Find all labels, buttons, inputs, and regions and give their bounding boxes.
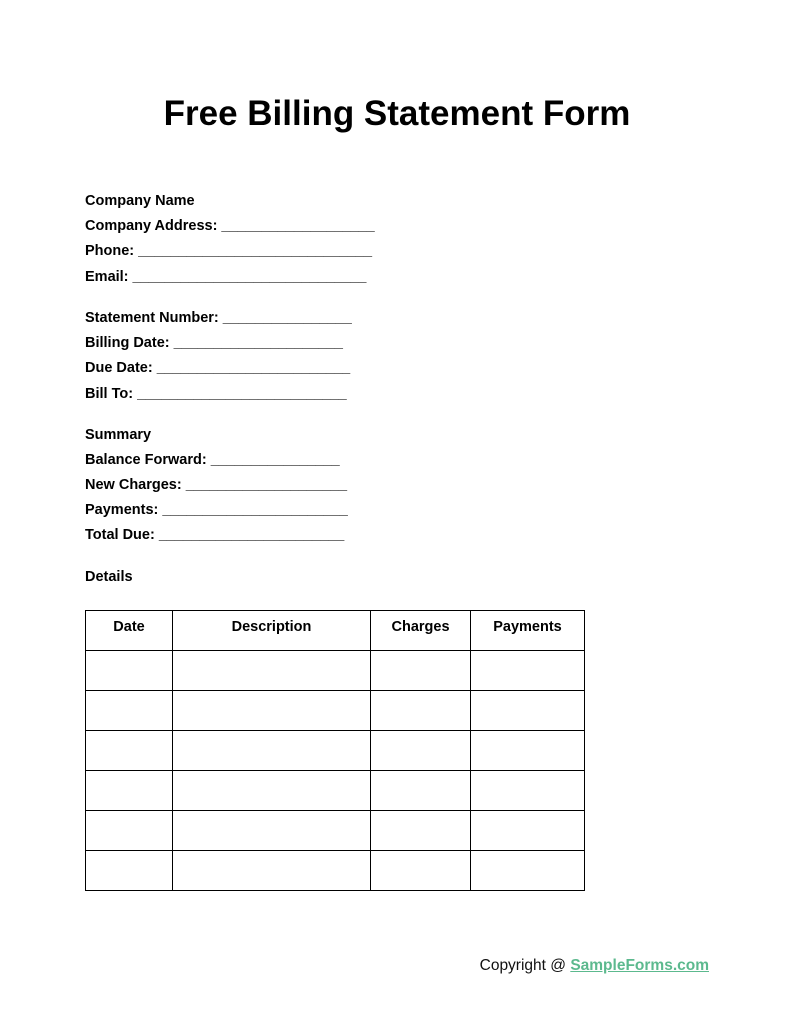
billing-date-field[interactable]: Billing Date: _____________________ bbox=[85, 335, 343, 351]
column-header-date: Date bbox=[86, 611, 173, 651]
summary-heading: Summary bbox=[85, 427, 152, 443]
company-address-field[interactable]: Company Address: ___________________ bbox=[85, 218, 375, 234]
description-cell[interactable] bbox=[173, 731, 371, 771]
statement-number-field[interactable]: Statement Number: ________________ bbox=[85, 310, 352, 326]
payments-field[interactable]: Payments: _______________________ bbox=[85, 502, 348, 518]
table-row bbox=[86, 731, 585, 771]
table-row bbox=[86, 691, 585, 731]
email-field[interactable]: Email: _____________________________ bbox=[85, 269, 367, 285]
page-title: Free Billing Statement Form bbox=[163, 94, 631, 133]
table-row bbox=[86, 851, 585, 891]
payments-cell[interactable] bbox=[471, 811, 585, 851]
details-table bbox=[85, 610, 585, 891]
date-cell[interactable] bbox=[86, 651, 173, 691]
payments-cell[interactable] bbox=[471, 771, 585, 811]
column-header-description: Description bbox=[173, 611, 371, 651]
new-charges-field[interactable]: New Charges: ____________________ bbox=[85, 477, 348, 493]
table-row bbox=[86, 651, 585, 691]
table-row bbox=[86, 811, 585, 851]
description-cell[interactable] bbox=[173, 651, 371, 691]
balance-forward-field[interactable]: Balance Forward: ________________ bbox=[85, 452, 340, 468]
payments-cell[interactable] bbox=[471, 651, 585, 691]
payments-cell[interactable] bbox=[471, 731, 585, 771]
payments-cell[interactable] bbox=[471, 691, 585, 731]
details-heading: Details bbox=[85, 569, 133, 585]
charges-cell[interactable] bbox=[371, 731, 471, 771]
payments-cell[interactable] bbox=[471, 851, 585, 891]
phone-field[interactable]: Phone: _____________________________ bbox=[85, 243, 373, 259]
description-cell[interactable] bbox=[173, 691, 371, 731]
charges-cell[interactable] bbox=[371, 691, 471, 731]
copyright-footer bbox=[480, 957, 709, 975]
charges-cell[interactable] bbox=[371, 851, 471, 891]
table-row bbox=[86, 771, 585, 811]
description-cell[interactable] bbox=[173, 811, 371, 851]
charges-cell[interactable] bbox=[371, 651, 471, 691]
due-date-field[interactable]: Due Date: ________________________ bbox=[85, 360, 351, 376]
date-cell[interactable] bbox=[86, 691, 173, 731]
date-cell[interactable] bbox=[86, 731, 173, 771]
charges-cell[interactable] bbox=[371, 771, 471, 811]
total-due-field[interactable]: Total Due: _______________________ bbox=[85, 527, 345, 543]
table-header-row bbox=[86, 611, 585, 651]
charges-cell[interactable] bbox=[371, 811, 471, 851]
description-cell[interactable] bbox=[173, 771, 371, 811]
date-cell[interactable] bbox=[86, 771, 173, 811]
date-cell[interactable] bbox=[86, 851, 173, 891]
column-header-charges: Charges bbox=[371, 611, 471, 651]
description-cell[interactable] bbox=[173, 851, 371, 891]
company-name-label: Company Name bbox=[85, 193, 195, 209]
column-header-payments: Payments bbox=[471, 611, 585, 651]
sampleforms-link[interactable]: SampleForms.com bbox=[570, 957, 709, 974]
bill-to-field[interactable]: Bill To: __________________________ bbox=[85, 386, 347, 402]
copyright-text: Copyright @ bbox=[479, 957, 571, 974]
date-cell[interactable] bbox=[86, 811, 173, 851]
